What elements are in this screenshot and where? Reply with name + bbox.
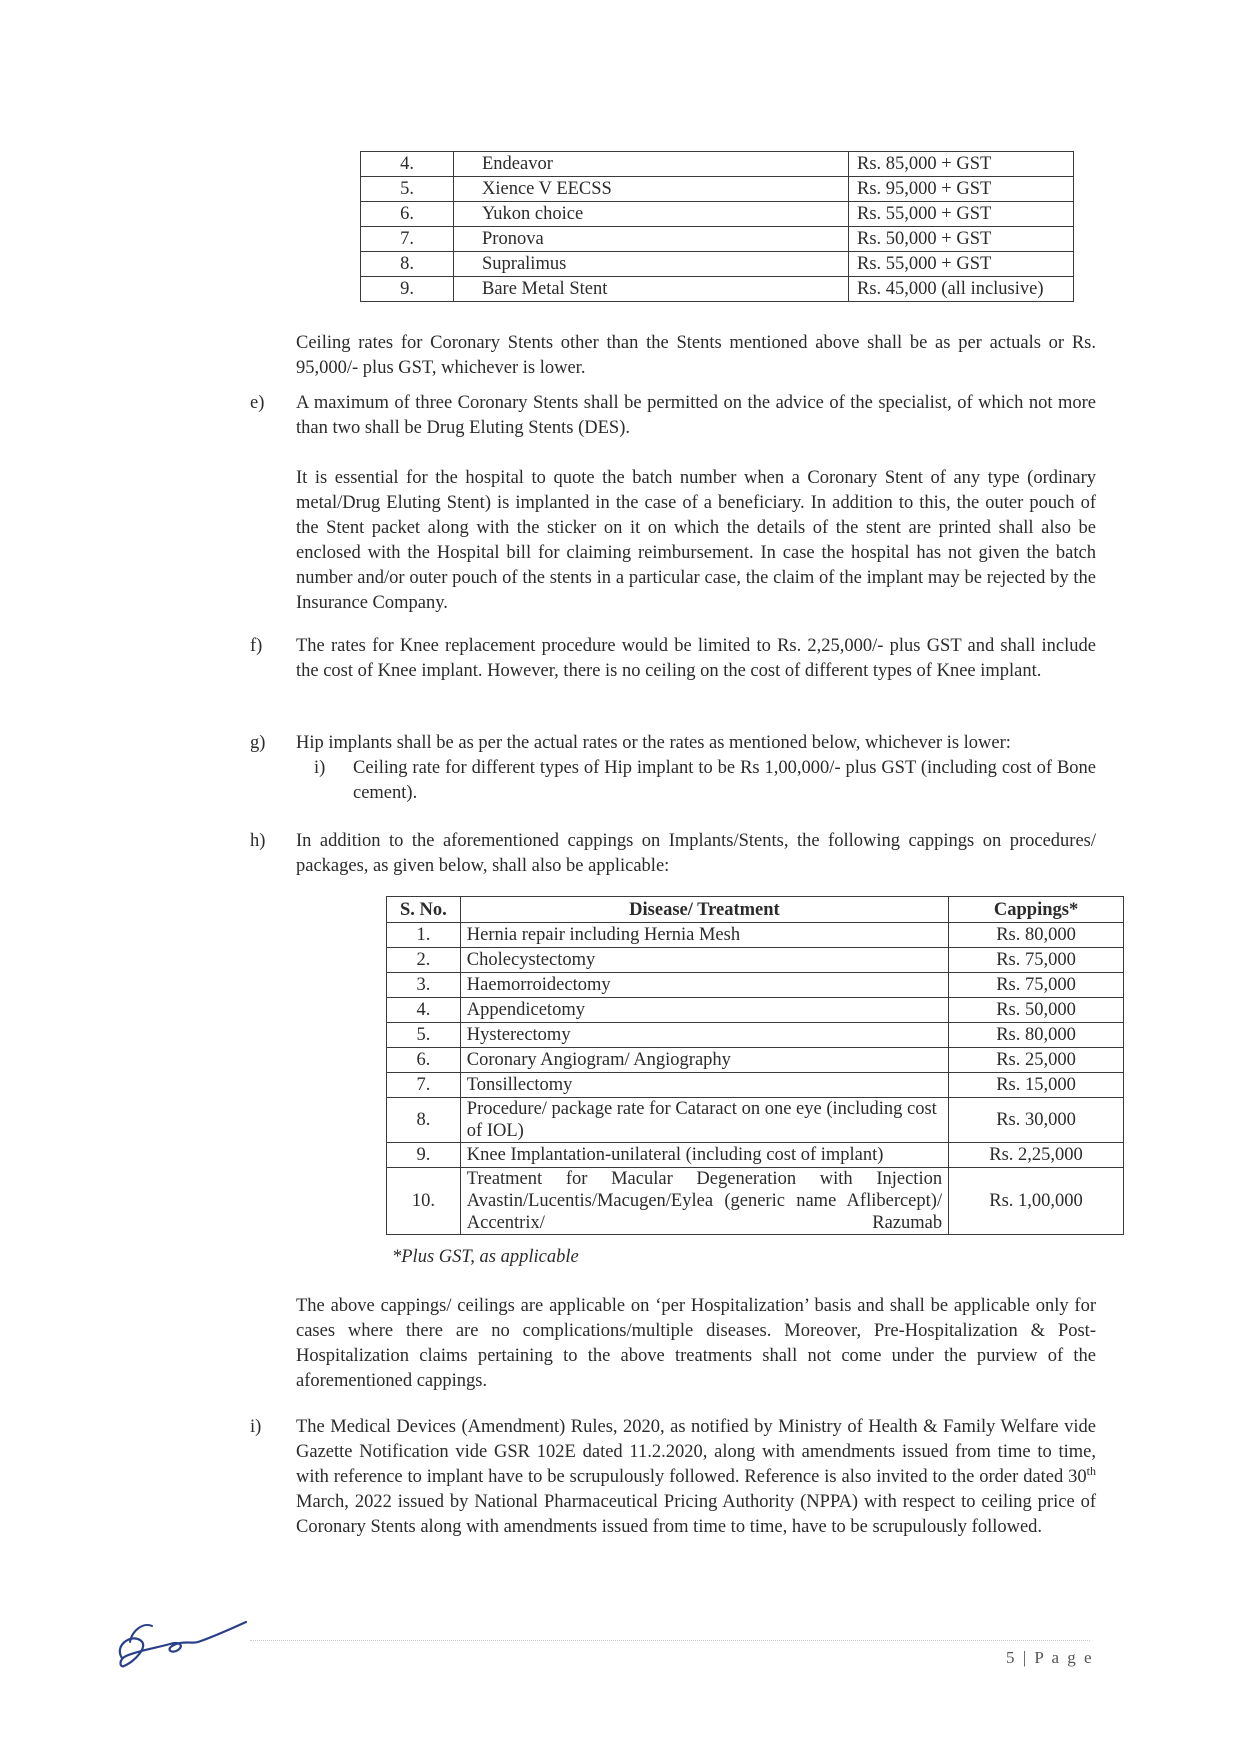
table-row: 5. Hysterectomy Rs. 80,000: [387, 1023, 1124, 1048]
table-row: 2. Cholecystectomy Rs. 75,000: [387, 948, 1124, 973]
table-row: 4. Appendicetomy Rs. 50,000: [387, 998, 1124, 1023]
stents-table: [360, 151, 1074, 302]
item-e-text2: It is essential for the hospital to quote the batch number when a Coronary Stent of any type (ordinary metal/Drug Eluting Stent) is implanted in the case of a beneficiary. In addition to this, the outer pouch of the Stent packet along with the sticker on it on which the details of the stent are printed shall also be enclosed with the Hospital bill for claiming reimbursement. In case the hospital has not given the batch number and/or outer pouch of the stents in a particular case, the claim of the implant may be rejected by the Insurance Company.: [296, 468, 1096, 613]
table-row: 9. Knee Implantation-unilateral (including cost of implant) Rs. 2,25,000: [387, 1143, 1124, 1168]
item-g-sub-label: i): [314, 758, 326, 778]
table-row: 3. Haemorroidectomy Rs. 75,000: [387, 973, 1124, 998]
plus-gst-note: *Plus GST, as applicable: [392, 1247, 579, 1267]
item-e-label: e): [250, 393, 265, 413]
table-row: 8. Supralimus Rs. 55,000 + GST: [361, 252, 1074, 277]
table-row: 7. Pronova Rs. 50,000 + GST: [361, 227, 1074, 252]
table-row: 6. Coronary Angiogram/ Angiography Rs. 25,000: [387, 1048, 1124, 1073]
table-row: 7. Tonsillectomy Rs. 15,000: [387, 1073, 1124, 1098]
item-h-text: In addition to the aforementioned cappings on Implants/Stents, the following cappings on procedures/ packages, as given below, shall also be applicable:: [296, 831, 1096, 876]
table-row: 4. Endeavor Rs. 85,000 + GST: [361, 152, 1074, 177]
table-row: 10. Treatment for Macular Degeneration with Injection Avastin/Lucentis/Macugen/Eylea (generic name Aflibercept)/ Accentrix/ Razumab Rs. 1,00,000: [387, 1168, 1124, 1235]
table-row: 9. Bare Metal Stent Rs. 45,000 (all inclusive): [361, 277, 1074, 302]
table-row: 5. Xience V EECSS Rs. 95,000 + GST: [361, 177, 1074, 202]
item-h-label: h): [250, 831, 266, 851]
table-row: 1. Hernia repair including Hernia Mesh Rs. 80,000: [387, 923, 1124, 948]
item-f-text: The rates for Knee replacement procedure would be limited to Rs. 2,25,000/- plus GST and shall include the cost of Knee implant. However, there is no ceiling on the cost of different types of Knee implant.: [296, 636, 1096, 681]
item-i-label: i): [250, 1417, 262, 1437]
item-g-sub-text: Ceiling rate for different types of Hip implant to be Rs 1,00,000/- plus GST (including cost of Bone cement).: [353, 758, 1096, 803]
signature-icon: [100, 1600, 260, 1680]
table-row: 6. Yukon choice Rs. 55,000 + GST: [361, 202, 1074, 227]
cappings-paragraph: The above cappings/ ceilings are applicable on ‘per Hospitalization’ basis and shall be applicable only for cases where there are no complications/multiple diseases. Moreover, Pre-Hospitalization & Post-Hospitalization claims pertaining to the above treatments shall not come under the purview of the aforementioned cappings.: [296, 1296, 1096, 1391]
footer-divider: [250, 1640, 1090, 1641]
procedures-table: [386, 896, 1124, 1235]
page-number: 5 | P a g e: [1006, 1648, 1094, 1667]
item-i-text: The Medical Devices (Amendment) Rules, 2020, as notified by Ministry of Health & Family Welfare vide Gazette Notification vide GSR 102E dated 11.2.2020, along with amendments issued from time to time, with reference to implant have to be scrupulously followed. Reference is also invited to the order dated 30th March, 2022 issued by National Pharmaceutical Pricing Authority (NPPA) with respect to ceiling price of Coronary Stents along with amendments issued from time to time, have to be scrupulously followed.: [296, 1417, 1096, 1537]
item-f-label: f): [250, 636, 263, 656]
table-row: 8. Procedure/ package rate for Cataract on one eye (including cost of IOL) Rs. 30,000: [387, 1098, 1124, 1143]
table-header-row: S. No. Disease/ Treatment Cappings*: [387, 897, 1124, 923]
ceiling-paragraph: Ceiling rates for Coronary Stents other than the Stents mentioned above shall be as per actuals or Rs. 95,000/- plus GST, whichever is lower.: [296, 333, 1096, 378]
item-g-label: g): [250, 733, 266, 753]
item-g-text: Hip implants shall be as per the actual rates or the rates as mentioned below, whichever is lower:: [296, 733, 1011, 753]
item-e-text: A maximum of three Coronary Stents shall be permitted on the advice of the specialist, of which not more than two shall be Drug Eluting Stents (DES).: [296, 393, 1096, 438]
